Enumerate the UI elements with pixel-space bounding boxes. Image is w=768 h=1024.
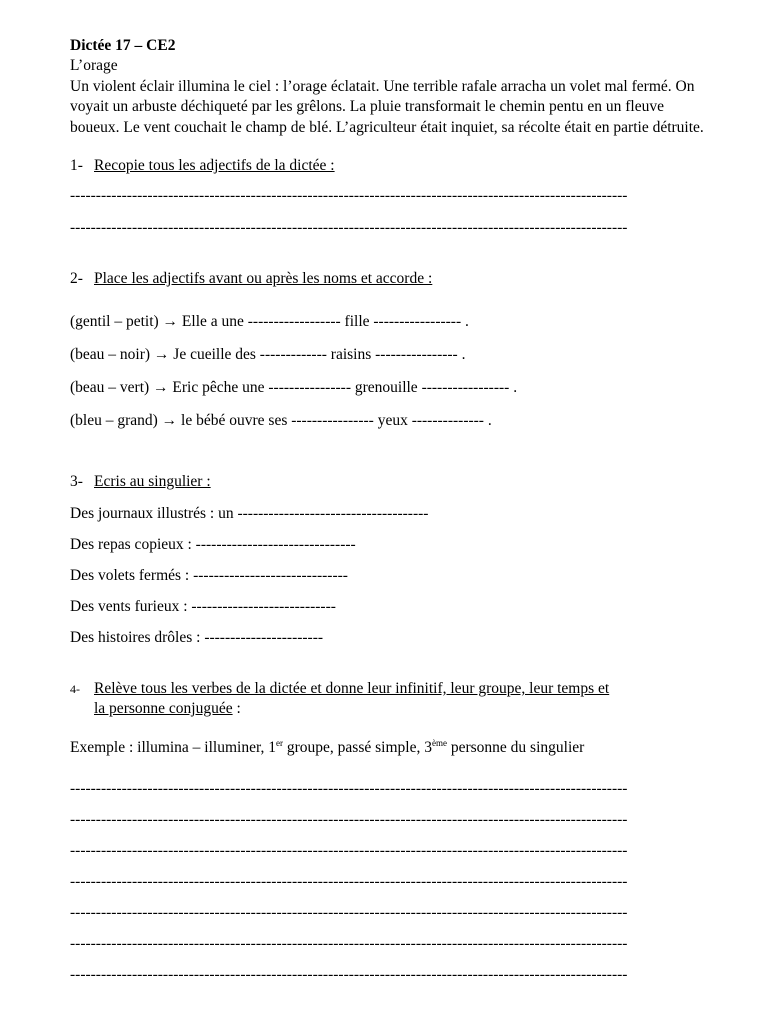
question-number: 2- xyxy=(70,270,83,287)
exercise-item: (gentil – petit) → Elle a une ------------------ fille ----------------- . xyxy=(70,313,469,330)
instruction-colon: : xyxy=(232,700,241,717)
answer-line: ------------------------------------------------------------------------------------------------------------ xyxy=(70,811,628,828)
answer-line: ------------------------------------------------------------------------------------------------------------ xyxy=(70,904,628,921)
answer-line: ------------------------------------------------------------------------------------------------------------ xyxy=(70,873,628,890)
example-text: personne du singulier xyxy=(446,739,585,756)
example-text: Exemple : illumina – illuminer, 1 xyxy=(70,739,277,756)
exercise-item: Des journaux illustrés : un ------------------------------------- xyxy=(70,505,429,522)
exercise-item: Des repas copieux : ------------------------------- xyxy=(70,536,356,553)
question-4 xyxy=(70,679,710,719)
question-number: 3- xyxy=(70,473,83,490)
answer-line: ------------------------------------------------------------------------------------------------------------ xyxy=(70,780,628,797)
question-number: 1- xyxy=(70,157,83,174)
exercise-item: (beau – vert) → Eric pêche une ---------------- grenouille ----------------- . xyxy=(70,379,518,396)
superscript: ème xyxy=(431,738,447,748)
question-instruction: Ecris au singulier : xyxy=(94,473,211,490)
question-2 xyxy=(70,269,710,289)
example-text: groupe, passé simple, 3 xyxy=(283,739,432,756)
worksheet-title: Dictée 17 – CE2 xyxy=(70,37,176,54)
dictation-text: Un violent éclair illumina le ciel : l’orage éclatait. Une terrible rafale arracha un volet mal fermé. On voyait un arbuste déchiqueté par les grêlons. La pluie transformait le chemin pentu en un fleuve boueux. Le vent couchait le champ de blé. L’agriculteur était inquiet, sa récolte était en partie détruite. xyxy=(70,77,704,136)
dictation-title: L’orage xyxy=(70,57,118,74)
answer-line: ------------------------------------------------------------------------------------------------------------ xyxy=(70,966,628,983)
question-instruction: Recopie tous les adjectifs de la dictée : xyxy=(94,157,335,174)
worksheet xyxy=(70,36,710,985)
question-instruction-line1: Relève tous les verbes de la dictée et donne leur infinitif, leur groupe, leur temps et xyxy=(94,680,610,697)
example-line xyxy=(70,738,710,758)
question-instruction-line2: la personne conjuguée xyxy=(94,700,233,717)
exercise-item: (bleu – grand) → le bébé ouvre ses ---------------- yeux -------------- . xyxy=(70,412,492,429)
exercise-item: Des histoires drôles : ----------------------- xyxy=(70,629,324,646)
superscript: er xyxy=(276,738,284,748)
question-instruction: Place les adjectifs avant ou après les noms et accorde : xyxy=(94,270,433,287)
answer-line: ------------------------------------------------------------------------------------------------------------ xyxy=(70,187,628,204)
question-3 xyxy=(70,472,710,492)
question-1 xyxy=(70,156,710,176)
answer-line: ------------------------------------------------------------------------------------------------------------ xyxy=(70,842,628,859)
answer-line: ------------------------------------------------------------------------------------------------------------ xyxy=(70,935,628,952)
question-number: 4- xyxy=(70,682,80,696)
answer-line: ------------------------------------------------------------------------------------------------------------ xyxy=(70,219,628,236)
exercise-item: Des vents furieux : ---------------------------- xyxy=(70,598,336,615)
exercise-item: Des volets fermés : ------------------------------ xyxy=(70,567,348,584)
exercise-item: (beau – noir) → Je cueille des ------------- raisins ---------------- . xyxy=(70,346,466,363)
